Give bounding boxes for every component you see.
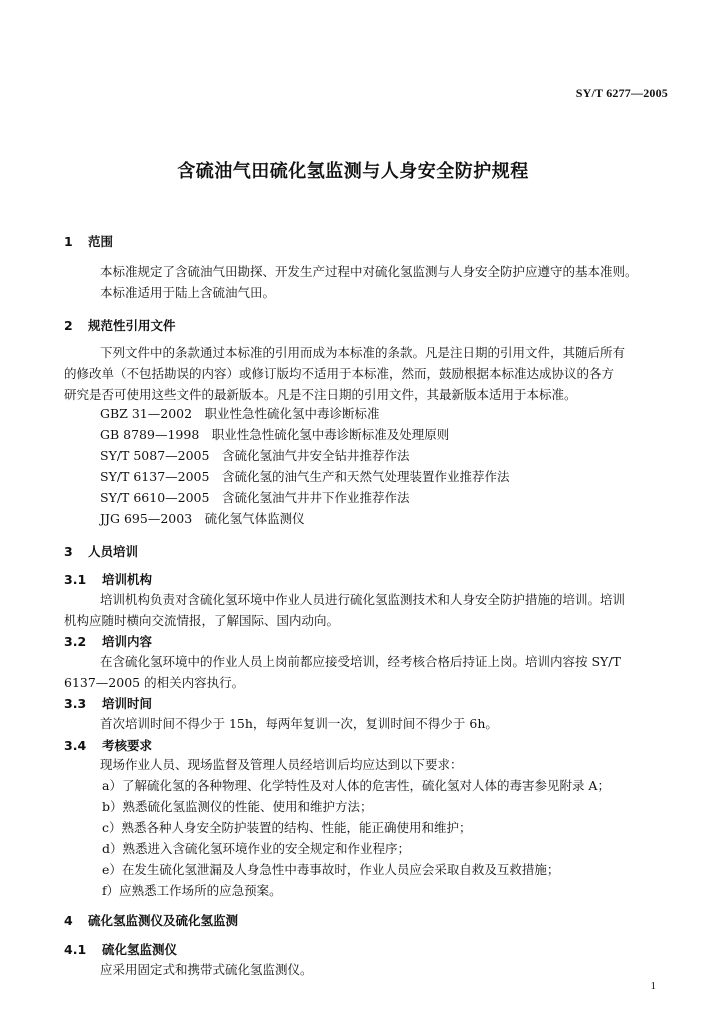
subsection-3-2-heading	[64, 634, 152, 650]
list-item: b）熟悉硫化氢监测仪的性能、使用和维护方法；	[102, 799, 373, 814]
reference-item: JJG 695—2003 硫化氢气体监测仪	[100, 511, 305, 526]
subsection-title: 培训内容	[102, 634, 153, 649]
reference-item: SY/T 6137—2005 含硫化氢的油气生产和天然气处理装置作业推荐作法	[100, 469, 510, 484]
paragraph-line: 应采用固定式和携带式硫化氢监测仪。	[100, 962, 313, 977]
list-item: d）熟悉进入含硫化氢环境作业的安全规定和作业程序；	[102, 841, 411, 856]
paragraph-line: 首次培训时间不得少于 15h，每两年复训一次，复训时间不得少于 6h。	[100, 716, 498, 731]
paragraph-line: 研究是否可使用这些文件的最新版本。凡是不注日期的引用文件，其最新版本适用于本标准。	[64, 387, 577, 402]
paragraph-line: 本标准适用于陆上含硫油气田。	[100, 285, 276, 300]
section-number: 1	[64, 234, 73, 249]
reference-item: GBZ 31—2002 职业性急性硫化氢中毒诊断标准	[100, 406, 380, 421]
list-item: c）熟悉各种人身安全防护装置的结构、性能，能正确使用和维护；	[102, 820, 472, 835]
subsection-number: 3.4	[64, 738, 87, 753]
page-number: 1	[650, 980, 656, 992]
subsection-4-1-heading	[64, 942, 177, 958]
subsection-3-3-heading	[64, 696, 152, 712]
section-number: 2	[64, 318, 73, 333]
paragraph-line: 在含硫化氢环境中的作业人员上岗前都应接受培训，经考核合格后持证上岗。培训内容按 SY/T	[100, 654, 621, 669]
list-item: e）在发生硫化氢泄漏及人身急性中毒事故时，作业人员应会采取自救及互救措施；	[102, 862, 560, 877]
paragraph-line: 的修改单（不包括勘误的内容）或修订版均不适用于本标准，然而，鼓励根据本标准达成协议的各方	[64, 366, 615, 381]
subsection-title: 培训机构	[102, 572, 153, 587]
document-title: 含硫油气田硫化氢监测与人身安全防护规程	[177, 161, 529, 182]
reference-item: SY/T 5087—2005 含硫化氢油气井安全钻井推荐作法	[100, 448, 410, 463]
section-title: 人员培训	[88, 544, 139, 559]
paragraph-line: 下列文件中的条款通过本标准的引用而成为本标准的条款。凡是注日期的引用文件，其随后所有	[100, 345, 626, 360]
section-title: 规范性引用文件	[88, 318, 176, 333]
subsection-title: 硫化氢监测仪	[102, 942, 178, 957]
subsection-3-1-heading	[64, 572, 152, 588]
subsection-number: 3.2	[64, 634, 87, 649]
paragraph-line: 培训机构负责对含硫化氢环境中作业人员进行硫化氢监测技术和人身安全防护措施的培训。培训	[100, 592, 626, 607]
subsection-3-4-heading	[64, 738, 152, 754]
subsection-number: 3.3	[64, 696, 87, 711]
reference-item: GB 8789—1998 职业性急性硫化氢中毒诊断标准及处理原则	[100, 427, 450, 442]
section-3-heading	[64, 544, 138, 560]
section-title: 范围	[88, 234, 114, 249]
paragraph-line: 本标准规定了含硫油气田勘探、开发生产过程中对硫化氢监测与人身安全防护应遵守的基本准则。	[100, 264, 638, 279]
subsection-number: 4.1	[64, 942, 87, 957]
section-2-heading	[64, 318, 176, 334]
section-1-heading	[64, 234, 113, 250]
section-title: 硫化氢监测仪及硫化氢监测	[88, 913, 239, 928]
list-item: a）了解硫化氢的各种物理、化学特性及对人体的危害性，硫化氢对人体的毒害参见附录 A；	[102, 778, 610, 793]
section-4-heading	[64, 913, 238, 929]
subsection-title: 培训时间	[102, 696, 153, 711]
paragraph-line: 机构应随时横向交流情报，了解国际、国内动向。	[64, 613, 340, 628]
reference-item: SY/T 6610—2005 含硫化氢油气井井下作业推荐作法	[100, 490, 410, 505]
paragraph-line: 6137—2005 的相关内容执行。	[64, 675, 245, 690]
section-number: 4	[64, 913, 73, 928]
list-item: f）应熟悉工作场所的应急预案。	[102, 883, 282, 898]
section-number: 3	[64, 544, 73, 559]
standard-code: SY/T 6277—2005	[575, 86, 668, 100]
subsection-number: 3.1	[64, 572, 87, 587]
paragraph-line: 现场作业人员、现场监督及管理人员经培训后均应达到以下要求：	[100, 757, 463, 772]
subsection-title: 考核要求	[102, 738, 153, 753]
